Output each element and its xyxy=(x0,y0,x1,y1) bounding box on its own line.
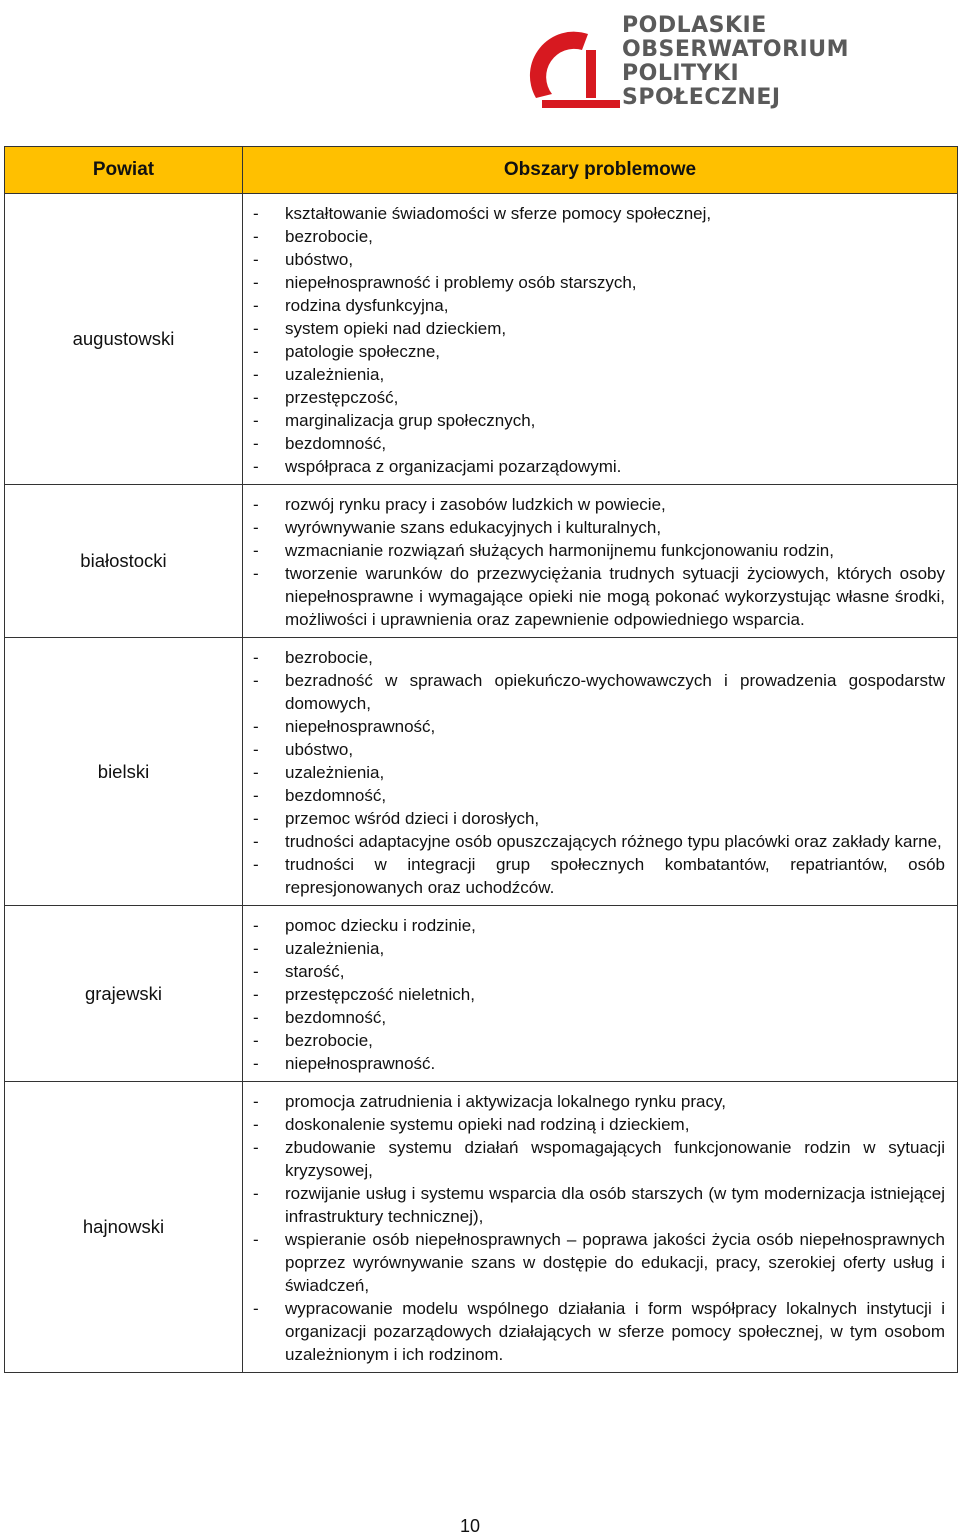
list-item: - niepełnosprawność, xyxy=(250,715,945,738)
list-item: - pomoc dziecku i rodzinie, xyxy=(250,914,945,937)
list-item: - współpraca z organizacjami pozarządowymi. xyxy=(250,455,945,478)
problem-areas-cell xyxy=(243,485,958,638)
list-item: - starość, xyxy=(250,960,945,983)
header-powiat: Powiat xyxy=(5,147,243,194)
list-item: - promocja zatrudnienia i aktywizacja lokalnego rynku pracy, xyxy=(250,1090,945,1113)
table-row xyxy=(5,638,958,906)
list-item: - wspieranie osób niepełnosprawnych – poprawa jakości życia osób niepełnosprawnych poprzez wyrównywanie szans w dostępie do edukacji, pracy, szerokiej oferty usług i świadczeń, xyxy=(250,1228,945,1297)
list-item: - ubóstwo, xyxy=(250,248,945,271)
list-item: - uzależnienia, xyxy=(250,761,945,784)
list-item: - przemoc wśród dzieci i dorosłych, xyxy=(250,807,945,830)
table-row xyxy=(5,485,958,638)
problem-areas-cell xyxy=(243,906,958,1082)
list-item: - bezrobocie, xyxy=(250,646,945,669)
list-item: - wyrównywanie szans edukacyjnych i kulturalnych, xyxy=(250,516,945,539)
list-item: - system opieki nad dzieckiem, xyxy=(250,317,945,340)
logo-word: SPOŁECZNEJ xyxy=(622,85,781,110)
table-row xyxy=(5,194,958,485)
logo-podlaskie-obserwatorium xyxy=(522,10,914,110)
list-item: - wzmacnianie rozwiązań służących harmonijnemu funkcjonowaniu rodzin, xyxy=(250,539,945,562)
list-item: - przestępczość nieletnich, xyxy=(250,983,945,1006)
table-row xyxy=(5,906,958,1082)
list-item: - uzależnienia, xyxy=(250,937,945,960)
problem-areas-list xyxy=(250,1090,945,1366)
table-body xyxy=(5,194,958,1373)
list-item: - tworzenie warunków do przezwyciężania trudnych sytuacji życiowych, których osoby niepełnosprawne i wymagające opieki nie mogą pokonać wykorzystując własne środki, możliwości i uprawnienia oraz zapewnienie odpowiedniego wsparcia. xyxy=(250,562,945,631)
problem-areas-list xyxy=(250,914,945,1075)
list-item: - bezrobocie, xyxy=(250,1029,945,1052)
table-header-row xyxy=(5,147,958,194)
list-item: - przestępczość, xyxy=(250,386,945,409)
logo-words xyxy=(622,14,849,110)
list-item: - bezrobocie, xyxy=(250,225,945,248)
powiat-name: grajewski xyxy=(5,906,243,1082)
logo-word: PODLASKIE xyxy=(622,13,767,38)
page-number: 10 xyxy=(459,1516,481,1536)
list-item: - ubóstwo, xyxy=(250,738,945,761)
powiat-name: augustowski xyxy=(5,194,243,485)
list-item: - patologie społeczne, xyxy=(250,340,945,363)
list-item: - bezdomność, xyxy=(250,1006,945,1029)
list-item: - rozwijanie usług i systemu wsparcia dla osób starszych (w tym modernizacja istniejącej infrastruktury technicznej), xyxy=(250,1182,945,1228)
problem-areas-cell xyxy=(243,638,958,906)
problem-areas-list xyxy=(250,646,945,899)
powiat-name: białostocki xyxy=(5,485,243,638)
list-item: - niepełnosprawność i problemy osób starszych, xyxy=(250,271,945,294)
list-item: - trudności w integracji grup społecznych kombatantów, repatriantów, osób represjonowanych oraz uchodźców. xyxy=(250,853,945,899)
list-item: - zbudowanie systemu działań wspomagających funkcjonowanie rodzin w sytuacji kryzysowej, xyxy=(250,1136,945,1182)
list-item: - rozwój rynku pracy i zasobów ludzkich w powiecie, xyxy=(250,493,945,516)
problem-areas-table xyxy=(4,146,958,1373)
list-item: - bezradność w sprawach opiekuńczo-wychowawczych i prowadzenia gospodarstw domowych, xyxy=(250,669,945,715)
header-obszary-problemowe: Obszary problemowe xyxy=(243,147,958,194)
list-item: - niepełnosprawność. xyxy=(250,1052,945,1075)
problem-areas-cell xyxy=(243,1082,958,1373)
logo-arc-icon xyxy=(528,20,624,116)
logo-word: OBSERWATORIUM xyxy=(622,37,849,62)
powiat-name: bielski xyxy=(5,638,243,906)
list-item: - bezdomność, xyxy=(250,432,945,455)
problem-areas-cell xyxy=(243,194,958,485)
problem-areas-list xyxy=(250,202,945,478)
list-item: - uzależnienia, xyxy=(250,363,945,386)
list-item: - doskonalenie systemu opieki nad rodziną i dzieckiem, xyxy=(250,1113,945,1136)
table-row xyxy=(5,1082,958,1373)
list-item: - trudności adaptacyjne osób opuszczających różnego typu placówki oraz zakłady karne, xyxy=(250,830,945,853)
list-item: - rodzina dysfunkcyjna, xyxy=(250,294,945,317)
problem-areas-list xyxy=(250,493,945,631)
list-item: - marginalizacja grup społecznych, xyxy=(250,409,945,432)
list-item: - wypracowanie modelu wspólnego działania i form współpracy lokalnych instytucji i organizacji pozarządowych działających w sferze pomocy społecznej, w tym osobom uzależnionym i ich rodzinom. xyxy=(250,1297,945,1366)
list-item: - bezdomność, xyxy=(250,784,945,807)
powiat-name: hajnowski xyxy=(5,1082,243,1373)
list-item: - kształtowanie świadomości w sferze pomocy społecznej, xyxy=(250,202,945,225)
logo-word: POLITYKI xyxy=(622,61,740,86)
